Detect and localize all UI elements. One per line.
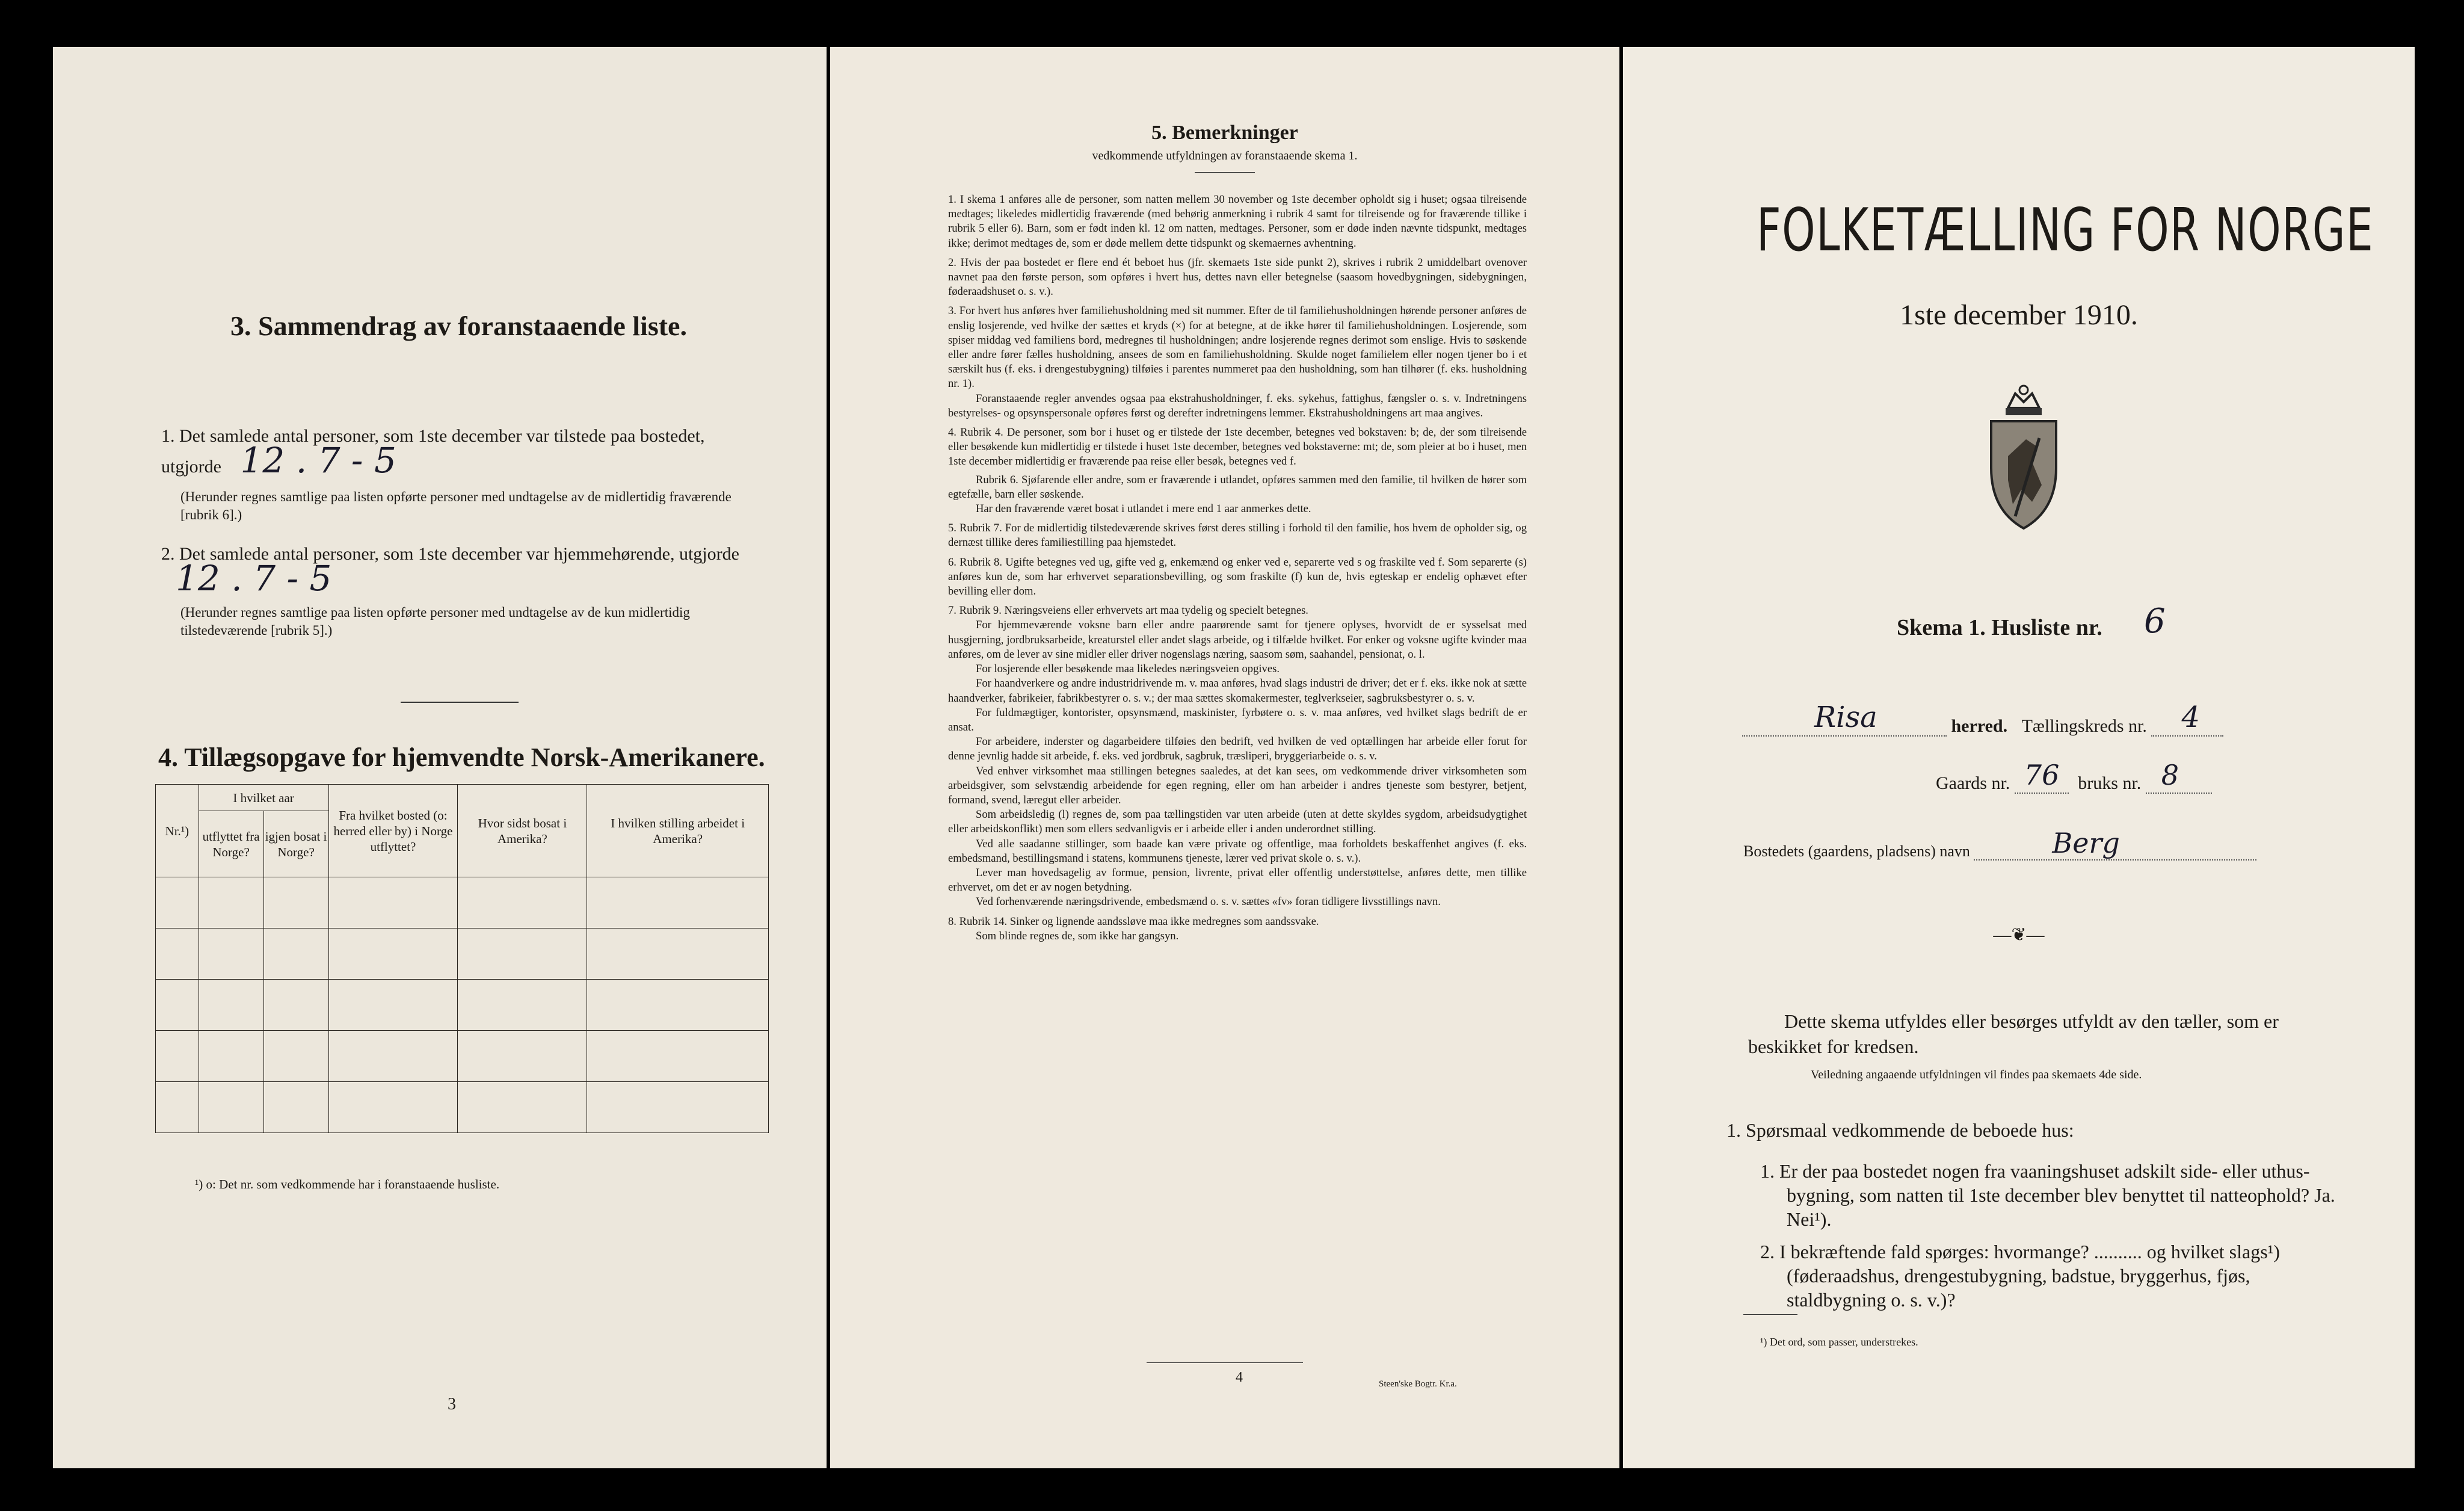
- col-utflyttet: utflyttet fra Norge?: [199, 811, 263, 877]
- col-group: I hvilket aar: [199, 785, 328, 811]
- remark-7k: Ved forhenværende næringsdrivende, embedsmænd o. s. v. sættes «fv» foran tidligere livsstillings navn.: [976, 895, 1441, 909]
- remark-1: 1. I skema 1 anføres alle de personer, som natten mellem 30 november og 1ste december opholdt sig i huset; ogsaa tilreisende medtages; likeledes midlertidig fraværende (med behørig anmerkning i rubrik 4 samt for tilreisende og for fraværende tillike i rubrik 5 eller 6). Barn, som er født inden kl. 12 om natten, medtages. Personer, som er døde inden nævnte tidspunkt, medtages ikke; derimot medtages de, som er døde mellem dette tidspunkt og skemaernes avhentning.: [948, 193, 1527, 250]
- table-footnote: ¹) o: Det nr. som vedkommende har i foranstaaende husliste.: [195, 1177, 500, 1191]
- kreds-field: [2151, 700, 2223, 737]
- gaards-field: [2015, 759, 2069, 794]
- page-middle: [830, 47, 1619, 1468]
- skema-label: Skema 1. Husliste nr.: [1897, 615, 2102, 640]
- bosted-label: Bostedets (gaardens, pladsens) navn: [1743, 842, 1970, 860]
- col-hvor: Hvor sidst bosat i Amerika?: [458, 785, 587, 877]
- kreds-label: Tællingskreds nr.: [2021, 716, 2147, 736]
- remark-7g: Ved enhver virksomhet maa stillingen betegnes saaledes, at det kan sees, om vedkommende driver virksomheten som arbeidsgiver, som selvstændig arbeidende for egen regning, eller om han arbeider i andres tjeneste som bestyrer, betjent, formand, svend, læregut eller arbeider.: [948, 764, 1527, 806]
- remarks-subheading: vedkommende utfyldningen av foranstaaende skema 1.: [1092, 149, 1358, 162]
- bosted-field: [1974, 827, 2256, 861]
- bruks-value: 8: [2161, 759, 2179, 791]
- page-right: [1623, 47, 2415, 1468]
- divider: [401, 702, 519, 703]
- summary-item-1-note: (Herunder regnes samtlige paa listen opførte personer med undtagelse av de midlertidig fraværende [rubrik 6].): [180, 489, 732, 522]
- gaards-row: [1936, 759, 2212, 794]
- coat-of-arms-icon: [1984, 384, 2063, 537]
- summary-item-1-text: 1. Det samlede antal personer, som 1ste december var tilstede paa bostedet, utgjorde: [161, 426, 705, 477]
- col-stilling: I hvilken stilling arbeidet i Amerika?: [587, 785, 769, 877]
- remark-8: 8. Rubrik 14. Sinker og lignende aandssløve maa ikke medregnes som aandssvake.: [948, 915, 1319, 928]
- intro-text: Dette skema utfyldes eller besørges utfyldt av den tæller, som er beskikket for kredsen.: [1748, 1010, 2279, 1057]
- veiledning-text: Veiledning angaaende utfyldningen vil findes paa skemaets 4de side.: [1811, 1068, 2142, 1081]
- page-number: 3: [448, 1395, 456, 1414]
- remark-4: 4. Rubrik 4. De personer, som bor i huset og er tilstede der 1ste december, betegnes ved bokstaven: b; de, der som tilreisende eller besøkende kun midlertidig er tilstede i huset 1ste december, betegnes ved bokstaverne: mt; de, som pleier at bo i huset, men 1ste december midlertidig er fraværende paa reise eller besøk, betegnes ved f.: [948, 426, 1527, 468]
- page-number: 4: [1236, 1370, 1243, 1385]
- table-row: [156, 929, 769, 980]
- remark-7: 7. Rubrik 9. Næringsveiens eller erhvervets art maa tydelig og specielt betegnes.: [948, 604, 1308, 617]
- summary-item-2: [161, 542, 769, 597]
- remark-4c: Har den fraværende været bosat i utlandet i mere end 1 aar anmerkes dette.: [976, 502, 1311, 516]
- summary-item-1: [161, 424, 769, 479]
- section4-heading: 4. Tillægsopgave for hjemvendte Norsk-Amerikanere.: [158, 743, 765, 772]
- divider: [1743, 1314, 1797, 1315]
- table-row: [156, 1082, 769, 1133]
- remark-7j: Lever man hovedsagelig av formue, pension, livrente, privat eller offentlig understøttelse, anføres dette, men tillike erhvervet, om det er av nogen betydning.: [948, 866, 1527, 894]
- col-igjen: igjen bosat i Norge?: [263, 811, 328, 877]
- table-row: [156, 1031, 769, 1082]
- questions-heading: 1. Spørsmaal vedkommende de beboede hus:: [1726, 1119, 2074, 1141]
- table-row: [156, 980, 769, 1031]
- remark-7e: For fuldmægtiger, kontorister, opsynsmænd, maskinister, fyrbøtere o. s. v. maa anføres, ved hvilket slags bedrift de er ansat.: [948, 706, 1527, 734]
- document-title: FOLKETÆLLING FOR NORGE: [1757, 196, 2374, 265]
- ornament-icon: —❦—: [1993, 925, 2045, 945]
- remark-7d: For haandverkere og andre industridrivende m. v. maa anføres, hvad slags industri de driver; det er f. eks. ikke nok at sætte haandverker, fabrikeier, fabrikbestyrer o. s. v.; der maa sættes skomakermester, teglverkseier, sagbruksbestyrer o. s. v.: [948, 677, 1527, 705]
- printer-credit: Steen'ske Bogtr. Kr.a.: [1379, 1379, 1457, 1389]
- herred-value: Risa: [1814, 700, 1877, 734]
- remark-7h: Som arbeidsledig (l) regnes de, som paa tællingstiden var uten arbeide (uten at dette skyldes sygdom, arbeidsudygtighet eller arbeidskonflikt) men som ellers sedvanligvis er i arbeide eller i anden underordnet stilling.: [948, 808, 1527, 836]
- col-fra: Fra hvilket bosted (o: herred eller by) i Norge utflyttet?: [328, 785, 458, 877]
- question-1: 1. Er der paa bostedet nogen fra vaaningshuset adskilt side- eller uthus-bygning, som natten til 1ste december blev benyttet til natteophold? Ja. Nei¹).: [1760, 1160, 2335, 1230]
- remark-7b: For hjemmeværende voksne barn eller andre paarørende samt for tjenere oplyses, hvorvidt de er sysselsat med husgjerning, jordbruksarbeide, kreaturstel eller andet slags arbeide, og i tilfælde hvilket. For enker og voksne ugifte kvinder maa anføres, om de lever av sine midler eller driver nogenslags næring, saasom søm, saahandel, pensionat, o. l.: [948, 619, 1527, 661]
- remarks-body: [948, 193, 1527, 944]
- remark-7i: Ved alle saadanne stillinger, som baade kan være private og offentlige, maa forholdets beskaffenhet angives (f. eks. embedsmand, bestillingsmand i statens, kommunens tjeneste, lærer ved privat skole o. s. v.).: [948, 837, 1527, 865]
- remark-6: 6. Rubrik 8. Ugifte betegnes ved ug, gifte ved g, enkemænd og enker ved e, separerte ved s og fraskilte ved f. Som separerte (s) anføres kun de, som har erhvervet separationsbevilling, og som fraskilte (f) kun de, hvis egteskap er endelig ophævet efter bevilling eller dom.: [948, 555, 1527, 598]
- remark-2: 2. Hvis der paa bostedet er flere end ét beboet hus (jfr. skemaets 1ste side punkt 2), skrives i rubrik 2 umiddelbart ovenover navnet paa den første person, som opføres i hvert hus, dettes navn eller betegnelse (saasom hovedbygningen, sidebygningen, føderaadshuset o. s. v.).: [948, 256, 1527, 298]
- section3-heading: 3. Sammendrag av foranstaaende liste.: [230, 311, 687, 341]
- herred-row: [1742, 700, 2326, 737]
- gaards-label: Gaards nr.: [1936, 773, 2010, 793]
- remark-4b: Rubrik 6. Sjøfarende eller andre, som er fraværende i utlandet, opføres sammen med den familie, til hvilken de hører som egtefælle, barn eller søskende.: [948, 473, 1527, 501]
- herred-label: herred.: [1951, 716, 2008, 736]
- herred-field: [1742, 700, 1947, 737]
- page-left: [53, 47, 827, 1468]
- bosted-value: Berg: [2052, 827, 2120, 859]
- bosted-row: [1743, 827, 2256, 861]
- norsk-amerikanere-table: [155, 784, 769, 1133]
- question-2: 2. I bekræftende fald spørges: hvormange? .......... og hvilket slags¹) (føderaadshus, drengestubygning, badstue, bryggerhus, fjøs, staldbygning o. s. v.)?: [1760, 1241, 2280, 1311]
- footnote: ¹) Det ord, som passer, understrekes.: [1760, 1336, 1918, 1348]
- remarks-heading: 5. Bemerkninger: [1151, 122, 1298, 144]
- summary-item-2-value: 12 . 7 - 5: [176, 558, 332, 599]
- summary-item-2-text: 2. Det samlede antal personer, som 1ste december var hjemmehørende, utgjorde: [161, 544, 739, 564]
- remark-5: 5. Rubrik 7. For de midlertidig tilstedeværende skrives først deres stilling i forhold til den familie, hos hvem de opholder sig, og dernæst tillike deres familiestilling paa hjemstedet.: [948, 522, 1527, 549]
- divider: [1147, 1362, 1303, 1363]
- remark-3b: Foranstaaende regler anvendes ogsaa paa ekstrahusholdninger, f. eks. sykehus, fattighus, fængsler o. s. v. Indretningens bestyrelses- og opsynspersonale opføres først og derefter indretningens lemmer. Ekstrahusholdningens art maa angives.: [948, 392, 1527, 419]
- bruks-label: bruks nr.: [2078, 773, 2142, 793]
- remark-3: 3. For hvert hus anføres hver familiehusholdning med sit nummer. Efter de til familiehusholdningen hørende personer anføres de enslig losjerende, ved hvilke der sættes et kryds (×) for at betegne, at de ikke hører til familiehusholdningen. Losjerende, som spiser middag ved familiens bord, medregnes til husholdningen; andre losjerende regnes derimot som enslige. Hvis to søskende eller andre fører fælles husholdning, ansees de som en familiehusholdning. Skulde noget familielem eller nogen tjener bo i et særskilt hus (f. eks. i drengestubygning) tilføies i parentes nummeret paa den husholdning, som han tilhører (f. eks. husholdning nr. 1).: [948, 304, 1527, 391]
- remark-7c: For losjerende eller besøkende maa likeledes næringsveien opgives.: [976, 663, 1280, 676]
- summary-item-1-value: 12 . 7 - 5: [240, 440, 396, 481]
- table-row: [156, 877, 769, 929]
- bruks-field: [2146, 759, 2212, 794]
- remark-7f: For arbeidere, inderster og dagarbeidere tilføies den bedrift, ved hvilken de ved optællingen har arbeide eller forut for denne jevnlig hadde sit arbeide, f. eks. ved jordbruk, sagbruk, træsliperi, bryggeriarbeide o. s. v.: [948, 735, 1527, 763]
- gaards-value: 76: [2024, 759, 2060, 791]
- husliste-number: 6: [2144, 602, 2166, 641]
- col-nr: Nr.¹): [156, 785, 199, 877]
- census-date: 1ste december 1910.: [1900, 299, 2138, 331]
- remark-8b: Som blinde regnes de, som ikke har gangsyn.: [976, 929, 1179, 942]
- kreds-value: 4: [2181, 700, 2200, 734]
- divider: [1195, 172, 1255, 173]
- summary-item-2-note: (Herunder regnes samtlige paa listen opførte personer med undtagelse av de kun midlertidig tilstedeværende [rubrik 5].): [180, 605, 690, 638]
